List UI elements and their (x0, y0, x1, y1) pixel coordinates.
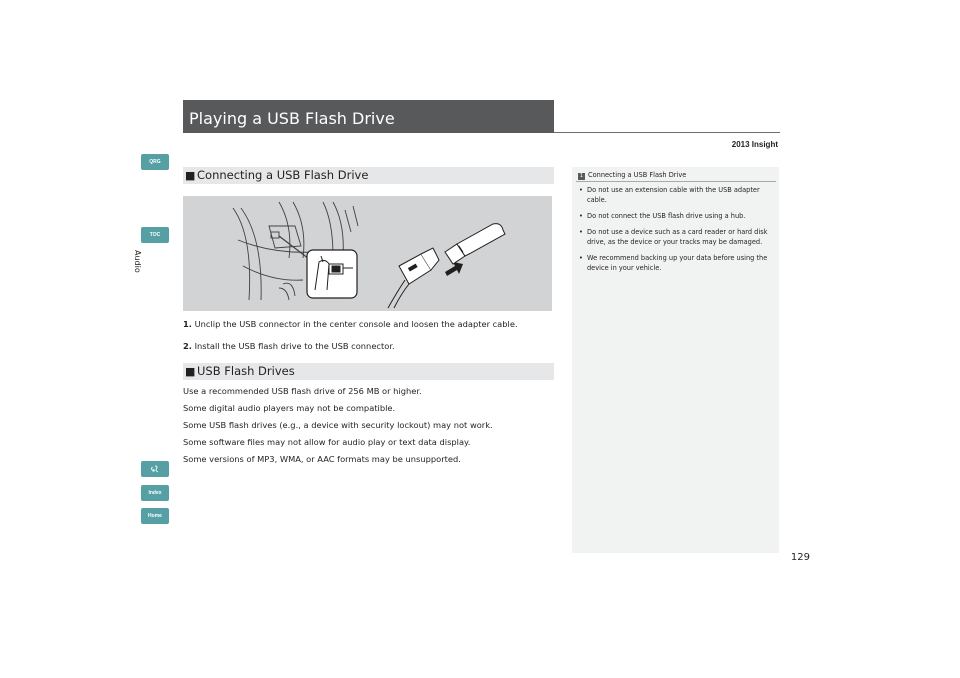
step-1 (183, 319, 518, 330)
list-item (578, 253, 774, 273)
step-2-text: Install the USB flash drive to the USB connector. (194, 341, 395, 351)
section-label: Audio (133, 250, 142, 273)
page-number: 129 (790, 552, 810, 563)
drives-line: Some USB flash drives (e.g., a device with security lockout) may not work. (183, 420, 493, 430)
list-item (578, 227, 774, 247)
voice-command-icon (150, 464, 160, 474)
notes-list (578, 185, 774, 279)
title-rule (554, 132, 780, 133)
drives-line: Use a recommended USB flash drive of 256 MB or higher. (183, 386, 422, 396)
connecting-section-heading (183, 167, 554, 184)
square-bullet-icon: ■ (185, 365, 196, 378)
step-1-number: 1. (183, 319, 192, 329)
voice-command-tab[interactable] (141, 461, 169, 477)
note-text: Do not connect the USB flash drive using a hub. (587, 212, 746, 220)
drives-line: Some versions of MP3, WMA, or AAC formats may be unsupported. (183, 454, 461, 464)
notes-heading (578, 171, 686, 180)
list-item (578, 211, 774, 221)
usb-connector-diagram (183, 196, 552, 311)
usb-connection-illustration (183, 196, 552, 311)
bullet-icon: • (579, 186, 583, 194)
bullet-icon: • (579, 254, 583, 262)
note-reference-icon: 1 (579, 173, 584, 179)
model-label: 2013 Insight (731, 140, 778, 149)
note-text: Do not use an extension cable with the USB adapter cable. (587, 186, 760, 204)
list-item (578, 185, 774, 205)
page-title-bar (183, 100, 554, 133)
notes-rule (576, 181, 776, 182)
home-tab[interactable]: Home (141, 508, 169, 524)
step-2 (183, 341, 395, 352)
bullet-icon: • (579, 228, 583, 236)
page-title: Playing a USB Flash Drive (189, 109, 395, 128)
notes-heading-text: Connecting a USB Flash Drive (588, 171, 687, 179)
usb-flash-drives-heading (183, 363, 554, 380)
usb-flash-drives-heading-text: USB Flash Drives (197, 364, 295, 378)
note-text: We recommend backing up your data before using the device in your vehicle. (587, 254, 768, 272)
square-bullet-icon: ■ (185, 169, 196, 182)
drives-line: Some digital audio players may not be compatible. (183, 403, 396, 413)
qrg-tab[interactable]: QRG (141, 154, 169, 170)
bullet-icon: • (579, 212, 583, 220)
notes-panel (572, 167, 779, 553)
index-tab[interactable]: Index (141, 485, 169, 501)
toc-tab[interactable]: TOC (141, 227, 169, 243)
drives-line: Some software files may not allow for audio play or text data display. (183, 437, 471, 447)
connecting-heading-text: Connecting a USB Flash Drive (197, 168, 369, 182)
step-2-number: 2. (183, 341, 192, 351)
step-1-text: Unclip the USB connector in the center console and loosen the adapter cable. (194, 319, 518, 329)
note-text: Do not use a device such as a card reader or hard disk drive, as the device or your tracks may be damaged. (587, 228, 768, 246)
